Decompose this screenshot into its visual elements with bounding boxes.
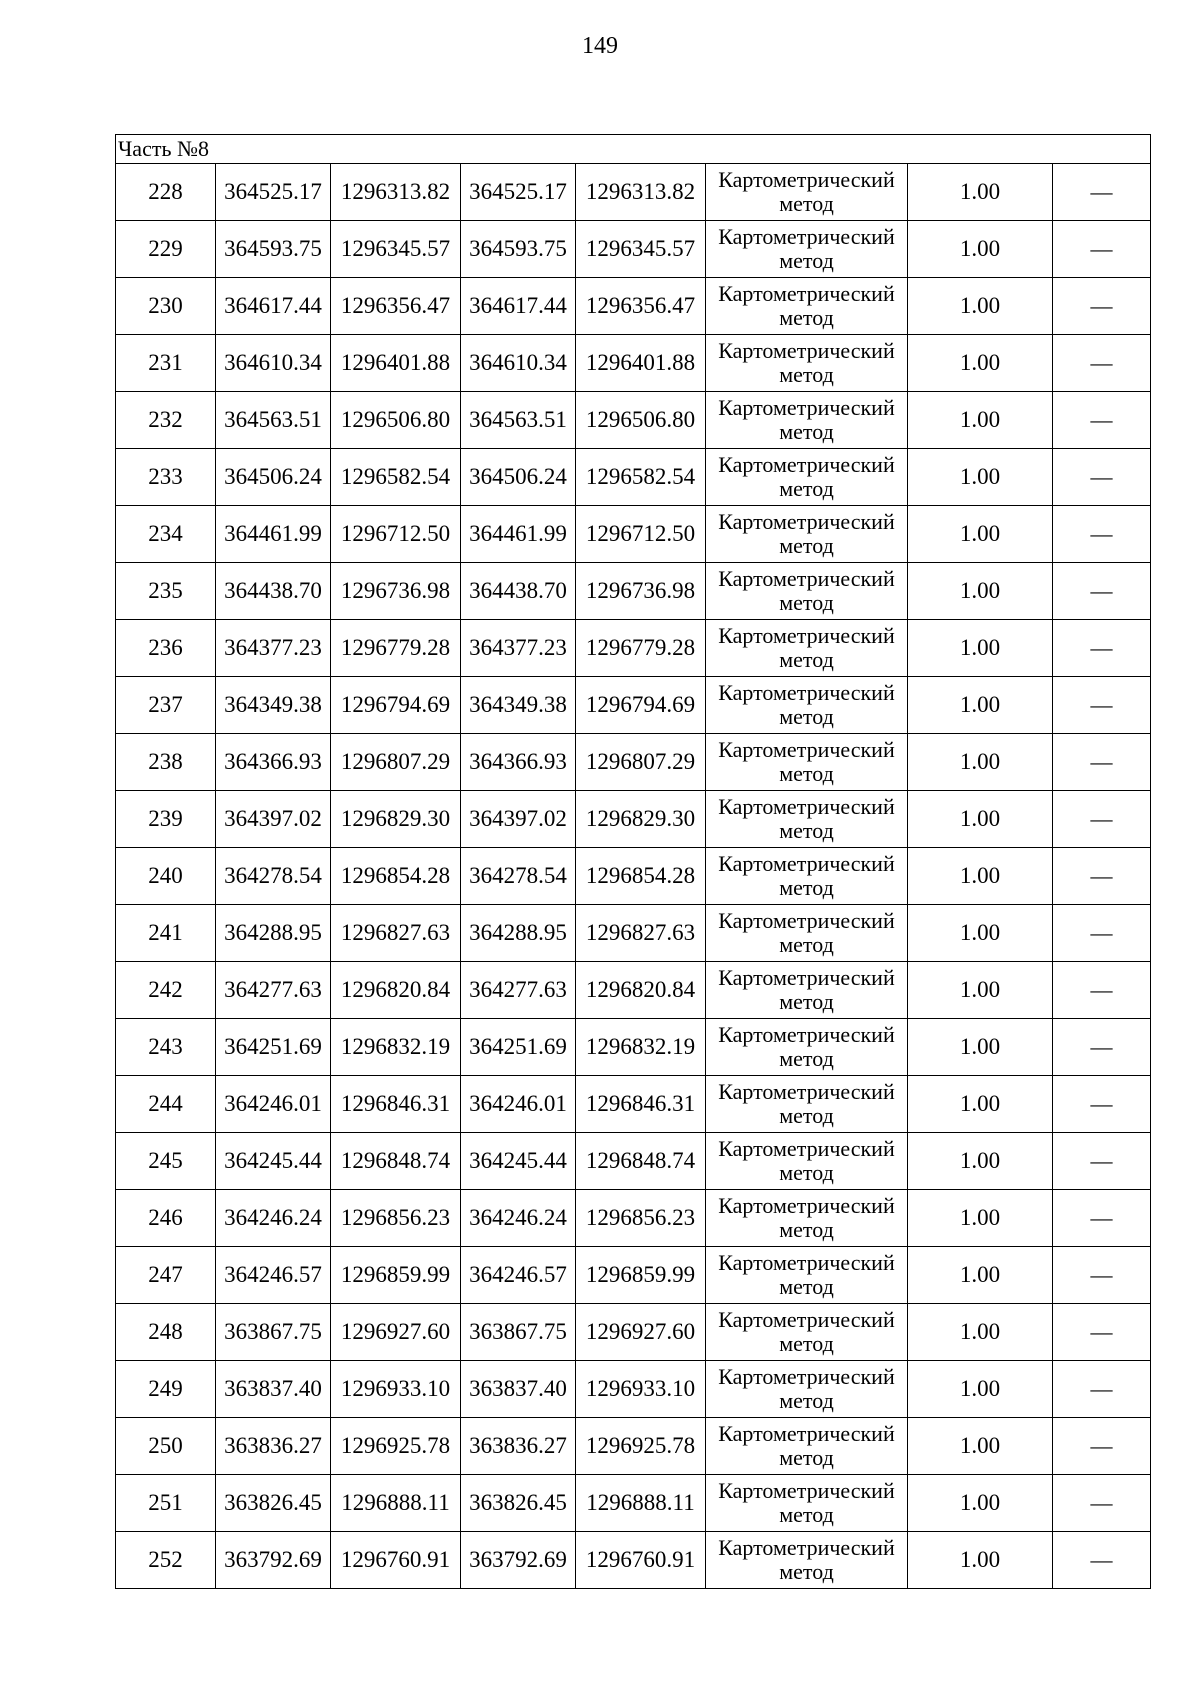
table-row [116, 1532, 1151, 1589]
x-coordinate-new-cell: 364349.38 [461, 677, 576, 734]
point-number-cell: 251 [116, 1475, 216, 1532]
method-line-1: Картометрический [718, 851, 895, 876]
method-line-2: метод [779, 476, 834, 501]
y-coordinate-new-cell: 1296925.78 [576, 1418, 706, 1475]
x-coordinate-cell: 364397.02 [216, 791, 331, 848]
x-coordinate-new-cell: 364366.93 [461, 734, 576, 791]
x-coordinate-cell: 364563.51 [216, 392, 331, 449]
point-number-cell: 239 [116, 791, 216, 848]
table-body [116, 135, 1151, 1589]
accuracy-cell: 1.00 [908, 164, 1053, 221]
accuracy-cell: 1.00 [908, 1418, 1053, 1475]
method-cell [706, 620, 908, 677]
point-number-cell: 246 [116, 1190, 216, 1247]
y-coordinate-new-cell: 1296779.28 [576, 620, 706, 677]
y-coordinate-new-cell: 1296859.99 [576, 1247, 706, 1304]
point-number-cell: 229 [116, 221, 216, 278]
accuracy-cell: 1.00 [908, 221, 1053, 278]
method-line-1: Картометрический [718, 395, 895, 420]
x-coordinate-new-cell: 363836.27 [461, 1418, 576, 1475]
note-cell: — [1053, 734, 1151, 791]
table-row [116, 905, 1151, 962]
table-row [116, 1190, 1151, 1247]
y-coordinate-cell: 1296313.82 [331, 164, 461, 221]
method-line-2: метод [779, 818, 834, 843]
accuracy-cell: 1.00 [908, 449, 1053, 506]
note-cell: — [1053, 1019, 1151, 1076]
method-cell [706, 335, 908, 392]
x-coordinate-cell: 364506.24 [216, 449, 331, 506]
table-row [116, 1133, 1151, 1190]
accuracy-cell: 1.00 [908, 1475, 1053, 1532]
method-line-1: Картометрический [718, 1022, 895, 1047]
method-line-2: метод [779, 533, 834, 558]
accuracy-cell: 1.00 [908, 1361, 1053, 1418]
x-coordinate-cell: 364461.99 [216, 506, 331, 563]
method-cell [706, 221, 908, 278]
note-cell: — [1053, 392, 1151, 449]
y-coordinate-new-cell: 1296313.82 [576, 164, 706, 221]
method-cell [706, 1133, 908, 1190]
table-row [116, 1076, 1151, 1133]
point-number-cell: 235 [116, 563, 216, 620]
accuracy-cell: 1.00 [908, 1247, 1053, 1304]
point-number-cell: 250 [116, 1418, 216, 1475]
note-cell: — [1053, 1361, 1151, 1418]
x-coordinate-new-cell: 364245.44 [461, 1133, 576, 1190]
table-row [116, 677, 1151, 734]
method-line-2: метод [779, 248, 834, 273]
method-cell [706, 164, 908, 221]
accuracy-cell: 1.00 [908, 506, 1053, 563]
note-cell: — [1053, 1133, 1151, 1190]
point-number-cell: 237 [116, 677, 216, 734]
accuracy-cell: 1.00 [908, 962, 1053, 1019]
method-line-2: метод [779, 1160, 834, 1185]
y-coordinate-cell: 1296829.30 [331, 791, 461, 848]
accuracy-cell: 1.00 [908, 335, 1053, 392]
y-coordinate-cell: 1296760.91 [331, 1532, 461, 1589]
point-number-cell: 244 [116, 1076, 216, 1133]
accuracy-cell: 1.00 [908, 1019, 1053, 1076]
method-cell [706, 1019, 908, 1076]
accuracy-cell: 1.00 [908, 392, 1053, 449]
method-line-2: метод [779, 1103, 834, 1128]
method-line-2: метод [779, 1217, 834, 1242]
y-coordinate-cell: 1296779.28 [331, 620, 461, 677]
method-line-2: метод [779, 191, 834, 216]
accuracy-cell: 1.00 [908, 677, 1053, 734]
note-cell: — [1053, 335, 1151, 392]
note-cell: — [1053, 449, 1151, 506]
note-cell: — [1053, 1190, 1151, 1247]
method-cell [706, 734, 908, 791]
method-cell [706, 677, 908, 734]
method-line-1: Картометрический [718, 167, 895, 192]
method-line-2: метод [779, 305, 834, 330]
point-number-cell: 233 [116, 449, 216, 506]
accuracy-cell: 1.00 [908, 848, 1053, 905]
accuracy-cell: 1.00 [908, 1133, 1053, 1190]
point-number-cell: 245 [116, 1133, 216, 1190]
y-coordinate-new-cell: 1296856.23 [576, 1190, 706, 1247]
method-cell [706, 1304, 908, 1361]
x-coordinate-new-cell: 364525.17 [461, 164, 576, 221]
point-number-cell: 230 [116, 278, 216, 335]
y-coordinate-cell: 1296846.31 [331, 1076, 461, 1133]
note-cell: — [1053, 278, 1151, 335]
table-row [116, 1418, 1151, 1475]
y-coordinate-new-cell: 1296820.84 [576, 962, 706, 1019]
accuracy-cell: 1.00 [908, 620, 1053, 677]
method-line-1: Картометрический [718, 623, 895, 648]
y-coordinate-cell: 1296856.23 [331, 1190, 461, 1247]
method-cell [706, 1076, 908, 1133]
method-cell [706, 1361, 908, 1418]
x-coordinate-cell: 364245.44 [216, 1133, 331, 1190]
x-coordinate-new-cell: 363792.69 [461, 1532, 576, 1589]
method-line-1: Картометрический [718, 1421, 895, 1446]
method-line-2: метод [779, 590, 834, 615]
x-coordinate-cell: 363792.69 [216, 1532, 331, 1589]
table-row [116, 848, 1151, 905]
method-cell [706, 506, 908, 563]
table-row [116, 449, 1151, 506]
y-coordinate-cell: 1296345.57 [331, 221, 461, 278]
x-coordinate-new-cell: 363826.45 [461, 1475, 576, 1532]
y-coordinate-new-cell: 1296927.60 [576, 1304, 706, 1361]
x-coordinate-cell: 363826.45 [216, 1475, 331, 1532]
point-number-cell: 247 [116, 1247, 216, 1304]
method-line-2: метод [779, 1274, 834, 1299]
note-cell: — [1053, 563, 1151, 620]
part-label: Часть №8 [116, 135, 1151, 164]
note-cell: — [1053, 1475, 1151, 1532]
method-line-2: метод [779, 932, 834, 957]
table-row [116, 791, 1151, 848]
accuracy-cell: 1.00 [908, 1190, 1053, 1247]
method-line-1: Картометрический [718, 1364, 895, 1389]
table-row [116, 1361, 1151, 1418]
y-coordinate-new-cell: 1296356.47 [576, 278, 706, 335]
method-line-1: Картометрический [718, 1307, 895, 1332]
y-coordinate-cell: 1296933.10 [331, 1361, 461, 1418]
accuracy-cell: 1.00 [908, 905, 1053, 962]
method-line-2: метод [779, 647, 834, 672]
note-cell: — [1053, 962, 1151, 1019]
x-coordinate-new-cell: 364246.24 [461, 1190, 576, 1247]
method-cell [706, 1532, 908, 1589]
accuracy-cell: 1.00 [908, 1076, 1053, 1133]
y-coordinate-new-cell: 1296829.30 [576, 791, 706, 848]
method-line-2: метод [779, 989, 834, 1014]
y-coordinate-new-cell: 1296933.10 [576, 1361, 706, 1418]
table-row [116, 278, 1151, 335]
x-coordinate-new-cell: 364277.63 [461, 962, 576, 1019]
method-line-2: метод [779, 1502, 834, 1527]
method-line-2: метод [779, 419, 834, 444]
method-cell [706, 791, 908, 848]
x-coordinate-cell: 364251.69 [216, 1019, 331, 1076]
note-cell: — [1053, 848, 1151, 905]
method-line-2: метод [779, 1331, 834, 1356]
method-line-1: Картометрический [718, 908, 895, 933]
x-coordinate-new-cell: 363837.40 [461, 1361, 576, 1418]
y-coordinate-cell: 1296848.74 [331, 1133, 461, 1190]
x-coordinate-cell: 364246.01 [216, 1076, 331, 1133]
point-number-cell: 231 [116, 335, 216, 392]
x-coordinate-cell: 364246.57 [216, 1247, 331, 1304]
y-coordinate-cell: 1296582.54 [331, 449, 461, 506]
method-line-1: Картометрический [718, 566, 895, 591]
table-row [116, 335, 1151, 392]
table-row [116, 164, 1151, 221]
y-coordinate-new-cell: 1296846.31 [576, 1076, 706, 1133]
x-coordinate-cell: 364525.17 [216, 164, 331, 221]
x-coordinate-cell: 364593.75 [216, 221, 331, 278]
method-cell [706, 392, 908, 449]
y-coordinate-new-cell: 1296807.29 [576, 734, 706, 791]
accuracy-cell: 1.00 [908, 563, 1053, 620]
x-coordinate-cell: 364277.63 [216, 962, 331, 1019]
x-coordinate-new-cell: 364593.75 [461, 221, 576, 278]
x-coordinate-cell: 363837.40 [216, 1361, 331, 1418]
method-line-1: Картометрический [718, 224, 895, 249]
note-cell: — [1053, 221, 1151, 278]
x-coordinate-new-cell: 364246.57 [461, 1247, 576, 1304]
x-coordinate-cell: 363836.27 [216, 1418, 331, 1475]
note-cell: — [1053, 1532, 1151, 1589]
point-number-cell: 243 [116, 1019, 216, 1076]
point-number-cell: 252 [116, 1532, 216, 1589]
x-coordinate-cell: 364610.34 [216, 335, 331, 392]
y-coordinate-cell: 1296736.98 [331, 563, 461, 620]
y-coordinate-cell: 1296859.99 [331, 1247, 461, 1304]
y-coordinate-cell: 1296827.63 [331, 905, 461, 962]
point-number-cell: 249 [116, 1361, 216, 1418]
x-coordinate-cell: 364617.44 [216, 278, 331, 335]
note-cell: — [1053, 791, 1151, 848]
method-line-1: Картометрический [718, 737, 895, 762]
point-number-cell: 234 [116, 506, 216, 563]
method-line-2: метод [779, 1445, 834, 1470]
x-coordinate-new-cell: 363867.75 [461, 1304, 576, 1361]
y-coordinate-new-cell: 1296712.50 [576, 506, 706, 563]
y-coordinate-new-cell: 1296888.11 [576, 1475, 706, 1532]
x-coordinate-new-cell: 364288.95 [461, 905, 576, 962]
point-number-cell: 236 [116, 620, 216, 677]
y-coordinate-new-cell: 1296827.63 [576, 905, 706, 962]
point-number-cell: 232 [116, 392, 216, 449]
method-line-1: Картометрический [718, 1478, 895, 1503]
y-coordinate-new-cell: 1296848.74 [576, 1133, 706, 1190]
method-line-1: Картометрический [718, 680, 895, 705]
x-coordinate-new-cell: 364246.01 [461, 1076, 576, 1133]
table-row [116, 1475, 1151, 1532]
accuracy-cell: 1.00 [908, 1304, 1053, 1361]
y-coordinate-cell: 1296925.78 [331, 1418, 461, 1475]
y-coordinate-cell: 1296854.28 [331, 848, 461, 905]
table-row [116, 1019, 1151, 1076]
method-line-2: метод [779, 761, 834, 786]
x-coordinate-cell: 364438.70 [216, 563, 331, 620]
y-coordinate-new-cell: 1296345.57 [576, 221, 706, 278]
table-row [116, 620, 1151, 677]
y-coordinate-cell: 1296820.84 [331, 962, 461, 1019]
accuracy-cell: 1.00 [908, 278, 1053, 335]
y-coordinate-cell: 1296506.80 [331, 392, 461, 449]
method-line-2: метод [779, 1388, 834, 1413]
x-coordinate-new-cell: 364278.54 [461, 848, 576, 905]
note-cell: — [1053, 1247, 1151, 1304]
x-coordinate-new-cell: 364377.23 [461, 620, 576, 677]
accuracy-cell: 1.00 [908, 1532, 1053, 1589]
y-coordinate-new-cell: 1296760.91 [576, 1532, 706, 1589]
note-cell: — [1053, 677, 1151, 734]
point-number-cell: 241 [116, 905, 216, 962]
y-coordinate-new-cell: 1296401.88 [576, 335, 706, 392]
x-coordinate-cell: 364288.95 [216, 905, 331, 962]
table-row [116, 734, 1151, 791]
method-line-1: Картометрический [718, 1250, 895, 1275]
method-line-1: Картометрический [718, 281, 895, 306]
accuracy-cell: 1.00 [908, 734, 1053, 791]
x-coordinate-cell: 363867.75 [216, 1304, 331, 1361]
y-coordinate-new-cell: 1296736.98 [576, 563, 706, 620]
table-row [116, 1304, 1151, 1361]
point-number-cell: 228 [116, 164, 216, 221]
method-line-1: Картометрический [718, 1079, 895, 1104]
method-cell [706, 1190, 908, 1247]
x-coordinate-cell: 364246.24 [216, 1190, 331, 1247]
y-coordinate-cell: 1296356.47 [331, 278, 461, 335]
x-coordinate-new-cell: 364610.34 [461, 335, 576, 392]
method-line-1: Картометрический [718, 1193, 895, 1218]
point-number-cell: 242 [116, 962, 216, 1019]
method-cell [706, 1475, 908, 1532]
coordinates-table [115, 134, 1151, 1589]
x-coordinate-new-cell: 364506.24 [461, 449, 576, 506]
y-coordinate-cell: 1296712.50 [331, 506, 461, 563]
note-cell: — [1053, 620, 1151, 677]
note-cell: — [1053, 1076, 1151, 1133]
accuracy-cell: 1.00 [908, 791, 1053, 848]
y-coordinate-cell: 1296927.60 [331, 1304, 461, 1361]
x-coordinate-new-cell: 364563.51 [461, 392, 576, 449]
y-coordinate-new-cell: 1296506.80 [576, 392, 706, 449]
method-line-2: метод [779, 1046, 834, 1071]
method-cell [706, 905, 908, 962]
note-cell: — [1053, 905, 1151, 962]
method-line-1: Картометрический [718, 452, 895, 477]
table-row [116, 1247, 1151, 1304]
method-line-1: Картометрический [718, 1136, 895, 1161]
table-row [116, 563, 1151, 620]
note-cell: — [1053, 1304, 1151, 1361]
method-cell [706, 1418, 908, 1475]
point-number-cell: 238 [116, 734, 216, 791]
x-coordinate-cell: 364349.38 [216, 677, 331, 734]
method-cell [706, 962, 908, 1019]
method-line-2: метод [779, 362, 834, 387]
y-coordinate-new-cell: 1296854.28 [576, 848, 706, 905]
note-cell: — [1053, 1418, 1151, 1475]
point-number-cell: 248 [116, 1304, 216, 1361]
y-coordinate-new-cell: 1296582.54 [576, 449, 706, 506]
table-row [116, 506, 1151, 563]
y-coordinate-new-cell: 1296832.19 [576, 1019, 706, 1076]
method-line-2: метод [779, 875, 834, 900]
table-row [116, 962, 1151, 1019]
x-coordinate-new-cell: 364461.99 [461, 506, 576, 563]
note-cell: — [1053, 164, 1151, 221]
part-header-row [116, 135, 1151, 164]
method-line-1: Картометрический [718, 794, 895, 819]
method-line-2: метод [779, 1559, 834, 1584]
x-coordinate-cell: 364377.23 [216, 620, 331, 677]
x-coordinate-cell: 364278.54 [216, 848, 331, 905]
x-coordinate-new-cell: 364251.69 [461, 1019, 576, 1076]
y-coordinate-cell: 1296807.29 [331, 734, 461, 791]
table-row [116, 221, 1151, 278]
point-number-cell: 240 [116, 848, 216, 905]
x-coordinate-new-cell: 364397.02 [461, 791, 576, 848]
method-cell [706, 848, 908, 905]
method-cell [706, 449, 908, 506]
method-line-2: метод [779, 704, 834, 729]
x-coordinate-new-cell: 364438.70 [461, 563, 576, 620]
y-coordinate-new-cell: 1296794.69 [576, 677, 706, 734]
y-coordinate-cell: 1296832.19 [331, 1019, 461, 1076]
method-line-1: Картометрический [718, 1535, 895, 1560]
page-number: 149 [582, 33, 618, 59]
method-cell [706, 278, 908, 335]
method-cell [706, 563, 908, 620]
y-coordinate-cell: 1296401.88 [331, 335, 461, 392]
x-coordinate-new-cell: 364617.44 [461, 278, 576, 335]
table-row [116, 392, 1151, 449]
x-coordinate-cell: 364366.93 [216, 734, 331, 791]
method-line-1: Картометрический [718, 509, 895, 534]
method-line-1: Картометрический [718, 338, 895, 363]
note-cell: — [1053, 506, 1151, 563]
method-cell [706, 1247, 908, 1304]
method-line-1: Картометрический [718, 965, 895, 990]
y-coordinate-cell: 1296888.11 [331, 1475, 461, 1532]
y-coordinate-cell: 1296794.69 [331, 677, 461, 734]
